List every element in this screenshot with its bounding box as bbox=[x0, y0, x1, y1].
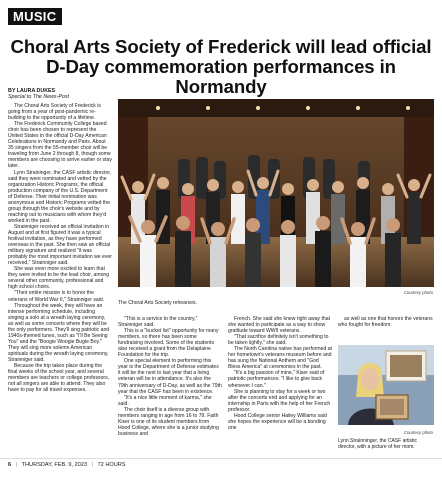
photo-credit: Courtesy photo bbox=[403, 430, 433, 435]
paragraph: The Frederick Community College based choir has been chosen to represent the United States in the official D-Day American Celebrations in Normandy and Paris. About 35 singers from the 55-member choir will be traveling from June 2 through 8, though some members are choosing to arrive earlier or stay later. bbox=[8, 121, 112, 170]
photo-credit: Courtesy photo bbox=[403, 290, 433, 295]
paragraph: "That sacrifice definitely isn't something to be taken lightly," she said. bbox=[228, 334, 329, 347]
paragraph: as well as one that honors the veterans who fought for freedom. bbox=[338, 316, 433, 329]
paragraph: One special element to performing this year is the Department of Defense estimates it will be the next to last year that a living veteran will be in attendance. It's also the 79th anniversary of D-Day, as well as the 79th year that the CASF has been in existence. bbox=[118, 358, 222, 395]
choir-rehearsal-photo bbox=[118, 99, 434, 287]
paragraph: The North Carolina native has performed at her hometown's veterans museum before and has sung the National Anthem and "God Bless America" at ceremonies in the past. bbox=[228, 346, 332, 371]
divider: | bbox=[91, 462, 93, 468]
paragraph: "Their entire mission is to honor the veterans of World War II," Strainniger said. bbox=[8, 290, 105, 303]
paragraph: French. She said she knew right away that she wanted to participate as a way to show gratitude toward WWII veterans. bbox=[228, 316, 330, 335]
byline-role: Special to The News-Post bbox=[8, 94, 69, 101]
article-column-2 bbox=[118, 316, 222, 437]
paragraph: Strainniger received an official invitation in August and at first figured it was a typical festival invitation, as they have performed overseas in the past. She then saw an official military signature and realized "it was probably the most important invitation we ever received," Strainniger said. bbox=[8, 223, 112, 267]
issue-date: THURSDAY, FEB. 9, 2023 bbox=[21, 462, 87, 468]
paragraph: She is planning to stay for a week or two after the concerts end and applying for an internship in Paris with the help of her French professor. bbox=[228, 388, 331, 413]
paragraph: "It's a nice little moment of karma," she said. bbox=[118, 394, 212, 407]
article-column-3 bbox=[228, 316, 332, 431]
article-column-1 bbox=[8, 103, 112, 393]
publication-name: 72 HOURS bbox=[97, 462, 126, 468]
paragraph: "It's a big passion of mine," Kiser said of patriotic performances. "I like to give back whenever I can." bbox=[228, 370, 325, 389]
paragraph: The Choral Arts Society of Frederick is going from a year of post-pandemic re-building to the opportunity of a lifetime. bbox=[8, 103, 101, 122]
byline-author: BY LAURA DUKES bbox=[8, 88, 56, 94]
paragraph: She was even more excited to learn that they were invited to be the lead choir, among several other community, professional and high school choirs. bbox=[8, 266, 110, 291]
byline bbox=[8, 88, 69, 101]
photo-caption: Lynn Strainninger, the CASF artistic director, with a picture of her mom. bbox=[338, 438, 418, 450]
headline-line-2: D-Day commemoration performances in Normandy bbox=[46, 56, 396, 97]
page-folio bbox=[8, 462, 126, 468]
section-tag: MUSIC bbox=[8, 8, 62, 25]
paragraph: Hood College senior Hailey Williams said she hopes the experience will be a bonding one bbox=[228, 412, 327, 431]
folio-rule bbox=[0, 458, 442, 459]
paragraph: This is a "bucket list" opportunity for many members, so there has been some fundraising involved. Some of the students also received a grant from the Delaplaine Foundation for the trip. bbox=[118, 328, 219, 359]
headline-line-1: Choral Arts Society of Frederick will lead official bbox=[10, 36, 432, 57]
paragraph: "This is a service to the country," Strainniger said. bbox=[118, 316, 198, 329]
article-column-4 bbox=[338, 316, 434, 338]
paragraph: Lynn Straininger, the CASF artistic director, said they were nominated and vetted by the organization Historic Programs, the official production company of the U.S. Department of Defense. Their initial nomination was anonymous and Historic Programs vetted the group through the choir's website and by reaching out to musicians with whom they'd worked in the past. bbox=[8, 169, 112, 224]
director-portrait-photo bbox=[338, 345, 434, 425]
page-number: 6 bbox=[8, 462, 12, 468]
photo-caption: The Choral Arts Society rehearses. bbox=[118, 300, 197, 306]
paragraph: Because the trip takes place during the final weeks of the school year, and several members are teachers or college professors, not all singers are able to attend. They also have to pay for all travel expenses. bbox=[8, 363, 110, 394]
divider: | bbox=[15, 462, 18, 468]
paragraph: The choir itself is a diverse group with members ranging in age from 16 to 79. Faith Kiser is one of its student members from Hood College, where she is a junior studying business and bbox=[118, 406, 219, 437]
paragraph: Throughout the week, they will have an intense performing schedule, including singing a solo at a wreath laying ceremony, as well as some concerts where they will be the only performers. They'll sing patriotic and 1940s-themed tunes, such as "I'll Be Seeing You" and the "Boogie Woogie Bugle Boy." They will sing more solemn American spirituals during the wreath laying ceremony, Strainniger said. bbox=[8, 302, 110, 363]
